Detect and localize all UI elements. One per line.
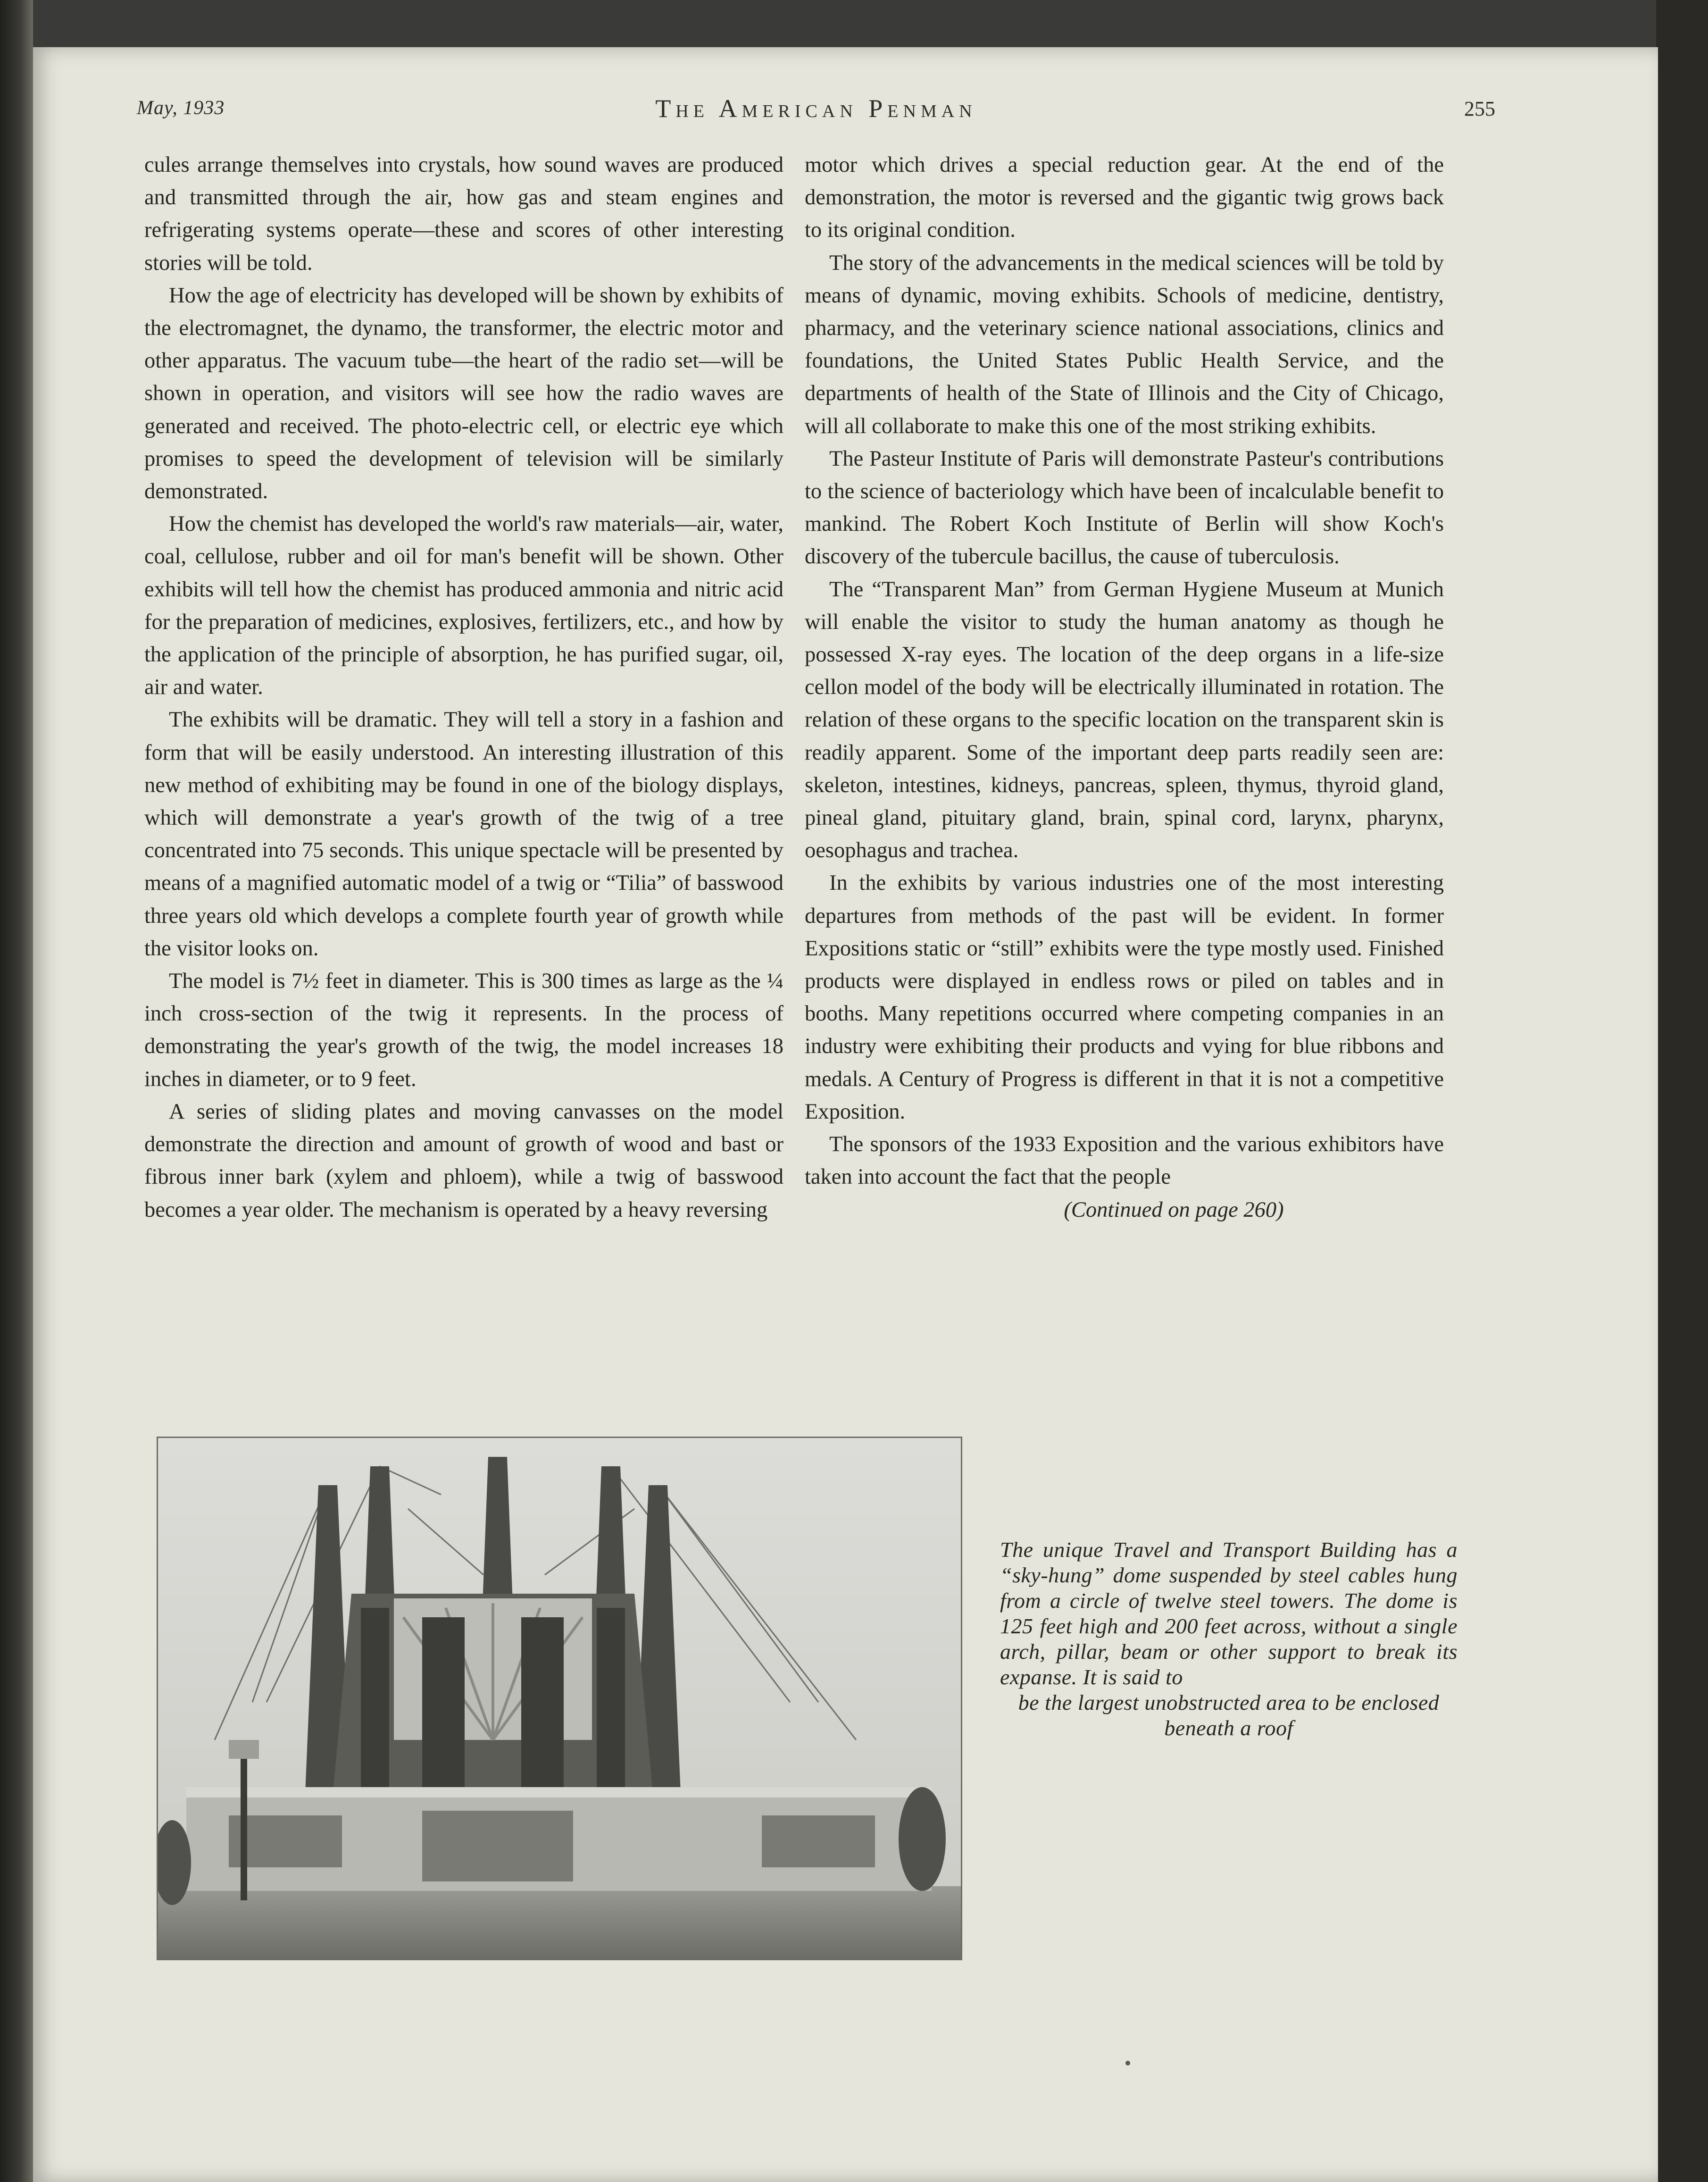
paragraph: The story of the advancements in the medical sciences will be told by means of dynamic, moving exhibits. Schools of medicine, dentistry, pharmacy, and the veterinary science national associations, clinics and foundations, the United States Public Health Service, and the departments of health of the State of Illinois and the City of Chicago, will all collaborate to make this one of the most striking exhibits. (805, 251, 1444, 438)
paragraph: How the chemist has developed the world's raw materials—air, water, coal, cellulose, rubber and oil for man's benefit will be shown. Other exhibits will tell how the chemist has produced ammonia and nitric acid for the preparation of medicines, explosives, fertilizers, etc., and how by the application of the principle of absorption, he has purified sugar, oil, air and water. (144, 512, 783, 700)
scan-right-edge (1656, 0, 1708, 2182)
scan-binding-edge (0, 0, 33, 2182)
paragraph: How the age of electricity has developed will be shown by exhibits of the electromagnet, the dynamo, the transformer, the electric motor and other apparatus. The vacuum tube—the heart of the radio set—will be shown in operation, and visitors will see how the radio waves are generated and received. The photo-electric cell, or electric eye which promises to speed the development of television will be similarly demonstrated. (144, 283, 783, 504)
paragraph: The sponsors of the 1933 Exposition and the various exhibitors have taken into account the fact that the people (805, 1132, 1444, 1189)
paragraph: The model is 7½ feet in diameter. This is 300 times as large as the ¼ inch cross-section of the twig it represents. In the process of demonstrating the year's growth of the twig, the model increases 18 inches in diameter, or to 9 feet. (144, 969, 783, 1091)
paragraph: A series of sliding plates and moving canvasses on the model demonstrate the direction and amount of growth of wood and bast or fibrous inner bark (xylem and phloem), while a twig of basswood becomes a year older. The mechanism is operated by a heavy reversing (144, 1099, 783, 1222)
paragraph: cules arrange themselves into crystals, how sound waves are produced and transmitted through the air, how gas and steam engines and refrigerating systems operate—these and scores of other interesting stories will be told. (144, 153, 783, 275)
paragraph: In the exhibits by various industries one of the most interesting departures from methods of the past will be evident. In former Expositions static or “still” exhibits were the type mostly used. Finished products were displayed in endless rows or piled on tables and in booths. Many repetitions occurred where competing companies in an industry were exhibiting their products and vying for blue ribbons and medals. A Century of Progress is different in that it is not a competitive Exposition. (805, 871, 1444, 1124)
magazine-title: The American Penman (655, 94, 977, 123)
paragraph: The exhibits will be dramatic. They will tell a story in a fashion and form that will be easily understood. An interesting illustration of this new method of exhibiting may be found in one of the biology displays, which will demonstrate a year's growth of the twig of a tree concentrated into 75 seconds. This unique spectacle will be presented by means of a magnified automatic model of a twig or “Tilia” of basswood three years old which develops a complete fourth year of growth while the visitor looks on. (144, 708, 783, 961)
continued-note: (Continued on page 260) (1064, 1197, 1284, 1222)
caption-last-line: be the largest unobstructed area to be enclosed beneath a roof (1018, 1690, 1440, 1740)
paragraph: The Pasteur Institute of Paris will demonstrate Pasteur's contributions to the science of bacteriology which have been of incalculable benefit to mankind. The Robert Koch Institute of Berlin will show Koch's discovery of the tubercule bacillus, the cause of tuberculosis. (805, 446, 1444, 569)
left-column (144, 149, 783, 1226)
issue-date: May, 1933 (137, 97, 225, 119)
caption-body: The unique Travel and Transport Building has a “sky-hung” dome suspended by steel cables hung from a circle of twelve steel towers. The dome is 125 feet high and 200 feet across, without a single arch, pillar, beam or other support to break its expanse. It is said to (1000, 1538, 1458, 1689)
print-speck (1125, 2061, 1130, 2065)
page-number: 255 (1464, 97, 1495, 120)
magazine-page (33, 47, 1658, 2182)
paragraph: motor which drives a special reduction gear. At the end of the demonstration, the motor is reversed and the gigantic twig grows back to its original condition. (805, 153, 1444, 242)
paragraph: The “Transparent Man” from German Hygiene Museum at Munich will enable the visitor to study the human anatomy as though he possessed X-ray eyes. The location of the deep organs in a life-size cellon model of the body will be electrically illuminated in rotation. The relation of these organs to the specific location on the transparent skin is readily apparent. Some of the important deep parts readily seen are: skeleton, intestines, kidneys, pancreas, spleen, thymus, thyroid gland, pineal gland, pituitary gland, brain, spinal cord, larynx, pharynx, oesophagus and trachea. (805, 577, 1444, 863)
photo-caption (1000, 1537, 1458, 1741)
right-column (805, 149, 1444, 1226)
running-head (137, 94, 1495, 130)
travel-transport-building-photo (157, 1437, 962, 1960)
